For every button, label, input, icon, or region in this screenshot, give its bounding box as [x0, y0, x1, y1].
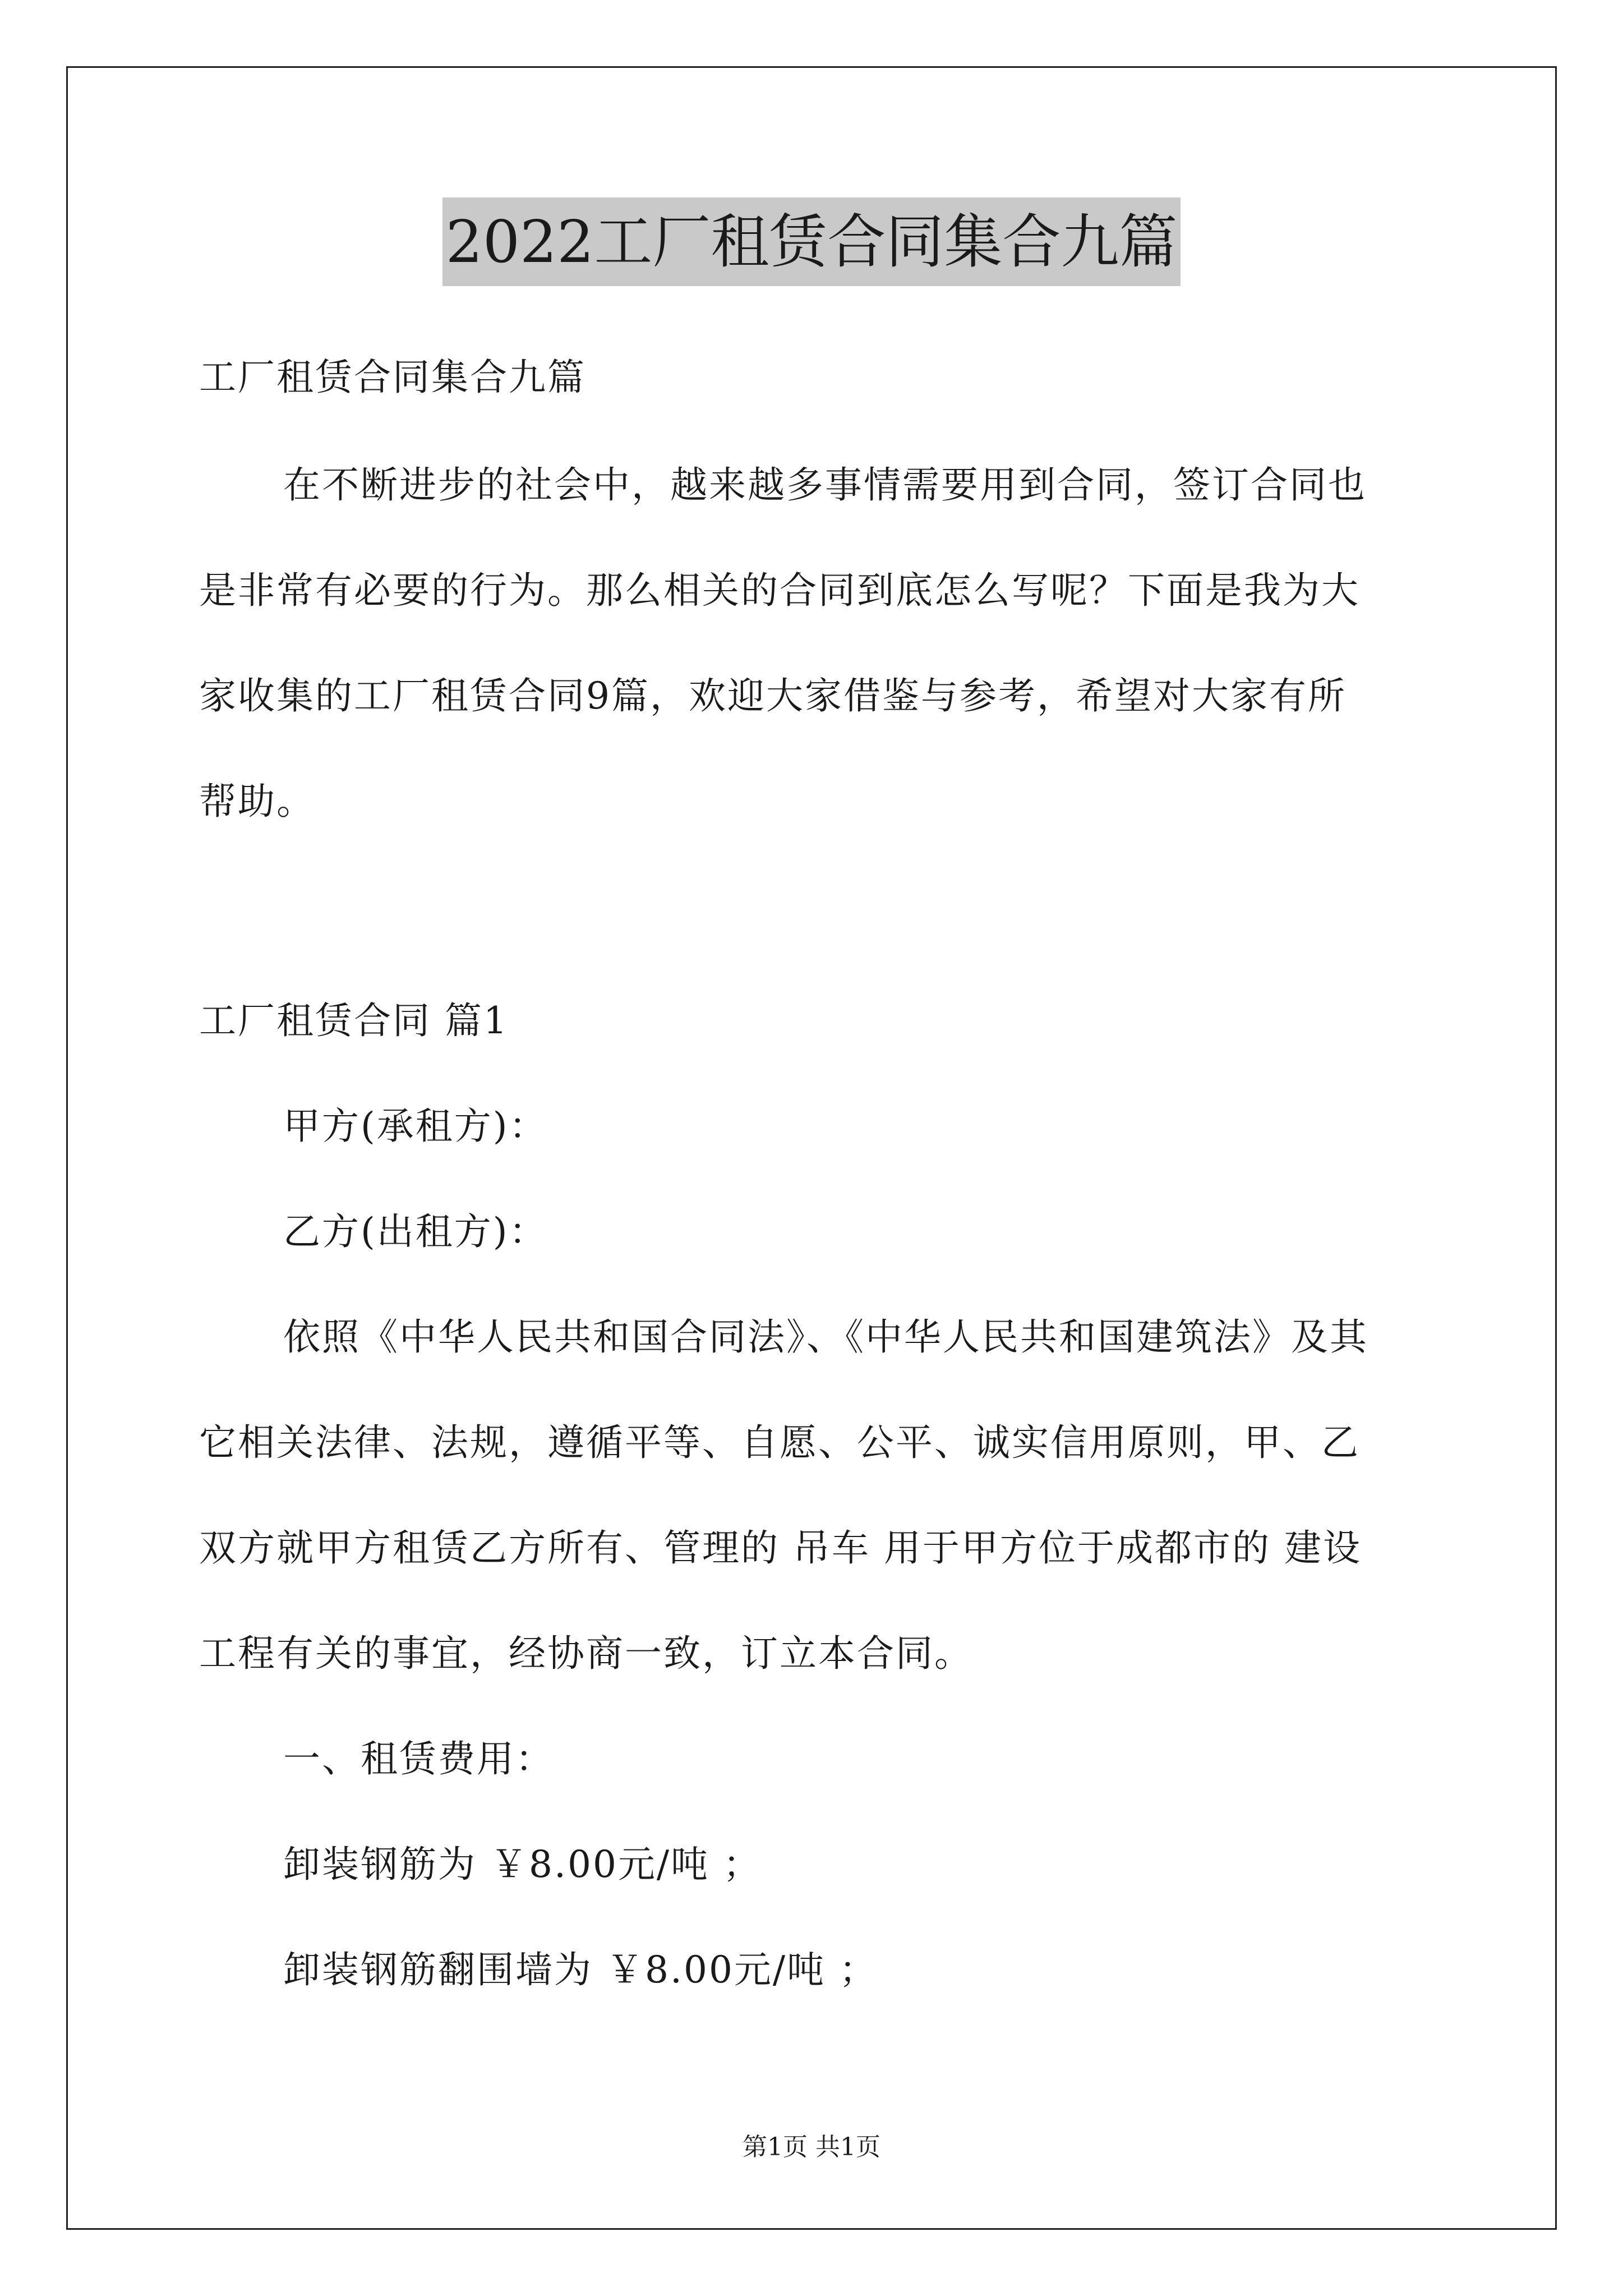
document-subtitle: 工厂租赁合同集合九篇 [199, 356, 586, 399]
intro-line-3: 家收集的工厂租赁合同9篇，欢迎大家借鉴与参考，希望对大家有所 [199, 674, 1347, 717]
party-b-line: 乙方(出租方)： [283, 1210, 548, 1253]
basis-line-3: 双方就甲方租赁乙方所有、管理的 吊车 用于甲方位于成都市的 建设 [199, 1526, 1362, 1570]
intro-line-4: 帮助。 [199, 780, 315, 823]
basis-line-1: 依照《中华人民共和国合同法》、《中华人民共和国建筑法》及其 [283, 1315, 1368, 1359]
page-footer: 第1页 共1页 [743, 2133, 880, 2161]
basis-line-2: 它相关法律、法规，遵循平等、自愿、公平、诚实信用原则，甲、乙 [199, 1421, 1360, 1464]
cost-item-1: 卸装钢筋为 ￥8.00元/吨 ； [283, 1843, 762, 1886]
intro-line-1: 在不断进步的社会中，越来越多事情需要用到合同，签订合同也 [283, 463, 1367, 507]
basis-line-4: 工程有关的事宜，经协商一致，订立本合同。 [199, 1632, 973, 1675]
title-wrapper [0, 197, 1623, 286]
cost-item-2: 卸装钢筋翻围墙为 ￥8.00元/吨 ； [283, 1948, 878, 1991]
party-a-line: 甲方(承租方)： [283, 1105, 548, 1148]
section-heading: 工厂租赁合同 篇1 [199, 999, 509, 1042]
clause-heading: 一、租赁费用： [283, 1737, 554, 1780]
document-title: 2022工厂租赁合同集合九篇 [442, 197, 1181, 286]
intro-line-2: 是非常有必要的行为。那么相关的合同到底怎么写呢？下面是我为大 [199, 569, 1360, 612]
